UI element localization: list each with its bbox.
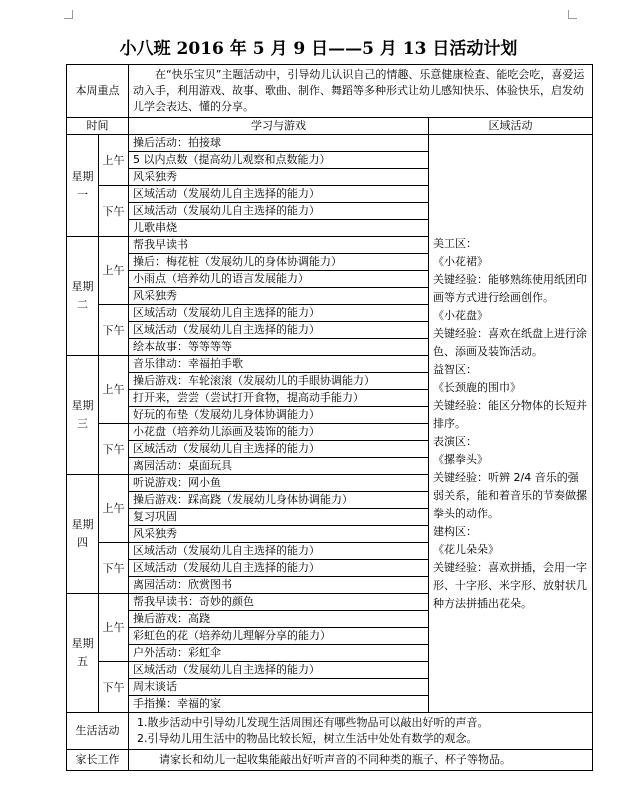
life-item: 2.引导幼儿用生活中的物品比较长短，树立生活中处处有数学的观念。 xyxy=(137,732,478,745)
activity-item: 户外活动：彩虹伞 xyxy=(129,645,429,662)
morning-label: 上午 xyxy=(99,594,129,662)
day-label: 星期四 xyxy=(67,475,99,594)
area-activity-line: 建构区： xyxy=(433,524,477,538)
plan-body xyxy=(67,65,593,771)
activity-item: 帮我早读书 xyxy=(129,237,429,254)
activity-item: 好玩的布垫（发展幼儿身体协调能力） xyxy=(129,407,429,424)
afternoon-label: 下午 xyxy=(99,305,129,356)
page-title: 小八班 2016 年 5 月 9 日——5 月 13 日活动计划 xyxy=(119,39,518,59)
area-header: 区域活动 xyxy=(429,118,593,135)
life-row xyxy=(67,713,593,750)
activity-item: 操后游戏：车轮滚滚（发展幼儿的手眼协调能力） xyxy=(129,373,429,390)
activity-item: 区域活动（发展幼儿自主选择的能力） xyxy=(129,305,429,322)
activity-item: 5 以内点数（提高幼儿观察和点数能力） xyxy=(129,152,429,169)
schedule-row xyxy=(67,135,593,152)
area-activity-line: 《小花裙》 xyxy=(433,254,488,268)
life-label: 生活活动 xyxy=(67,713,129,750)
activity-item: 儿歌串烧 xyxy=(129,220,429,237)
header-row xyxy=(67,118,593,135)
activity-item: 离园活动：欣赏图书 xyxy=(129,577,429,594)
activity-item: 操后：梅花桩（发展幼儿的身体协调能力） xyxy=(129,254,429,271)
area-activity-line: 《长颈鹿的围巾》 xyxy=(433,380,521,394)
activity-item: 风采独秀 xyxy=(129,288,429,305)
activity-item: 区域活动（发展幼儿自主选择的能力） xyxy=(129,662,429,679)
activity-item: 操后活动：拍接球 xyxy=(129,135,429,152)
afternoon-label: 下午 xyxy=(99,186,129,237)
area-activity-line: 关键经验：喜欢在纸盘上进行涂色、添画及装饰活动。 xyxy=(433,326,587,358)
focus-label: 本周重点 xyxy=(67,65,129,118)
activity-item: 操后游戏：高跷 xyxy=(129,611,429,628)
morning-label: 上午 xyxy=(99,135,129,186)
activity-item: 区域活动（发展幼儿自主选择的能力） xyxy=(129,186,429,203)
learning-header: 学习与游戏 xyxy=(129,118,429,135)
morning-label: 上午 xyxy=(99,237,129,305)
area-activity-line: 关键经验：能够熟练使用纸团印画等方式进行绘画创作。 xyxy=(433,272,587,304)
area-activity-line: 关键经验：听辨 2/4 音乐的强弱关系，能和着音乐的节奏做摞拳头的动作。 xyxy=(433,470,587,520)
day-label: 星期一 xyxy=(67,135,99,237)
activity-item: 操后游戏：踩高跷（发展幼儿身体协调能力） xyxy=(129,492,429,509)
activity-item: 区域活动（发展幼儿自主选择的能力） xyxy=(129,441,429,458)
day-label: 星期二 xyxy=(67,237,99,356)
area-activities-cell xyxy=(429,135,593,713)
activity-item: 区域活动（发展幼儿自主选择的能力） xyxy=(129,322,429,339)
activity-item: 区域活动（发展幼儿自主选择的能力） xyxy=(129,203,429,220)
afternoon-label: 下午 xyxy=(99,543,129,594)
morning-label: 上午 xyxy=(99,356,129,424)
afternoon-label: 下午 xyxy=(99,662,129,713)
crop-mark-right xyxy=(568,10,577,19)
activity-item: 手指操：幸福的家 xyxy=(129,696,429,713)
day-label: 星期三 xyxy=(67,356,99,475)
time-header: 时间 xyxy=(67,118,129,135)
parent-label: 家长工作 xyxy=(67,750,129,771)
activity-item: 复习巩固 xyxy=(129,509,429,526)
activity-item: 音乐律动：幸福拍手歌 xyxy=(129,356,429,373)
area-activity-line: 《花儿朵朵》 xyxy=(433,542,499,556)
activity-item: 帮我早读书：奇妙的颜色 xyxy=(129,594,429,611)
area-activity-line: 《小花盘》 xyxy=(433,308,488,322)
activity-item: 打开来，尝尝（尝试打开食物，提高动手能力） xyxy=(129,390,429,407)
focus-row xyxy=(67,65,593,118)
activity-item: 小雨点（培养幼儿的语言发展能力） xyxy=(129,271,429,288)
focus-text: 在“快乐宝贝”主题活动中，引导幼儿认识自己的情趣、乐意健康检查、能吃会吃，喜爱运动入手，利用游戏、故事、歌曲、制作、舞蹈等多种形式让幼儿感知快乐、体验快乐，启发幼儿学会表达、懂的分享。 xyxy=(129,65,593,118)
parent-row xyxy=(67,750,593,771)
area-activity-line: 关键经验：喜欢拼插，会用一字形、十字形、米字形、放射状几种方法拼插出花朵。 xyxy=(433,560,587,610)
activity-plan-table xyxy=(66,64,593,771)
area-activity-line: 《摞拳头》 xyxy=(433,452,488,466)
activity-item: 风采独秀 xyxy=(129,169,429,186)
activity-item: 区域活动（发展幼儿自主选择的能力） xyxy=(129,543,429,560)
area-activity-line: 益智区： xyxy=(433,362,477,376)
morning-label: 上午 xyxy=(99,475,129,543)
activity-item: 周末谈话 xyxy=(129,679,429,696)
area-activity-line: 美工区： xyxy=(433,236,477,250)
parent-text: 请家长和幼儿一起收集能敲出好听声音的不同种类的瓶子、杯子等物品。 xyxy=(129,750,593,771)
day-label: 星期五 xyxy=(67,594,99,713)
activity-item: 风采独秀 xyxy=(129,526,429,543)
area-activity-line: 表演区： xyxy=(433,434,477,448)
activity-item: 绘本故事：等等等等 xyxy=(129,339,429,356)
life-items xyxy=(129,713,593,750)
life-item: 1.散步活动中引导幼儿发现生活周围还有哪些物品可以敲出好听的声音。 xyxy=(137,716,489,729)
activity-item: 小花盘（培养幼儿添画及装饰的能力） xyxy=(129,424,429,441)
afternoon-label: 下午 xyxy=(99,424,129,475)
activity-item: 彩虹色的花（培养幼儿理解分享的能力） xyxy=(129,628,429,645)
activity-item: 离园活动：桌面玩具 xyxy=(129,458,429,475)
area-activity-line: 关键经验：能区分物体的长短并排序。 xyxy=(433,398,587,430)
activity-item: 听说游戏：网小鱼 xyxy=(129,475,429,492)
crop-mark-left xyxy=(64,10,73,19)
activity-item: 区域活动（发展幼儿自主选择的能力） xyxy=(129,560,429,577)
